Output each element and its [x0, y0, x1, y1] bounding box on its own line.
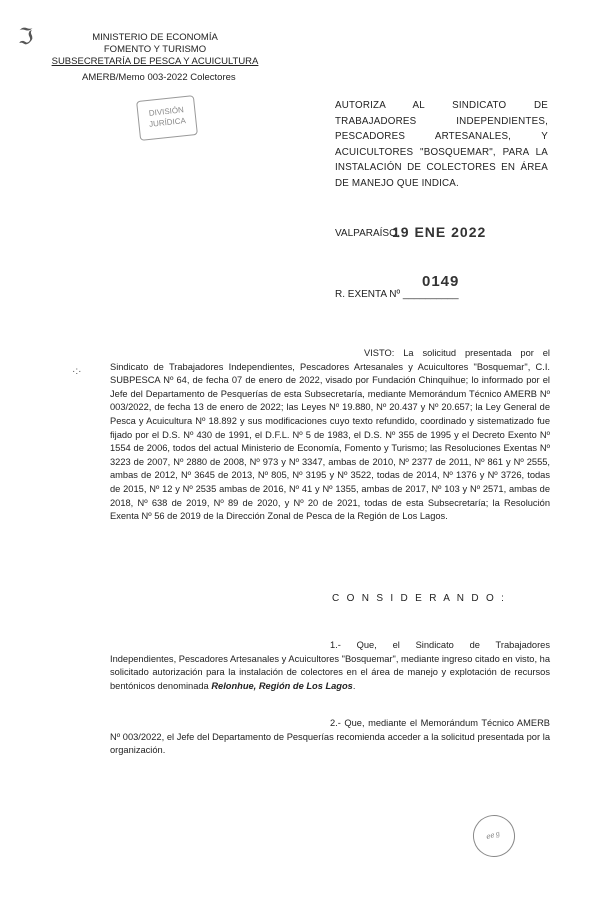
considerando-1-text: 1.- Que, el Sindicato de Trabajadores Independientes, Pescadores Artesanales y Acuicultores "Bosquemar", mediante ingreso citado en visto, ha solicitado autorización para la instalación de colectores en el área de manejo y explotación de recursos bentónicos denominada [110, 640, 550, 691]
date-stamp: 19 ENE 2022 [392, 224, 487, 240]
seal-stamp: ℯℯℊ [468, 810, 519, 861]
memo-reference: AMERB/Memo 003-2022 Colectores [82, 72, 236, 83]
resolution-number: 0149 [422, 273, 460, 290]
considerando-heading: C O N S I D E R A N D O : [332, 593, 507, 604]
institution-header [40, 32, 270, 68]
margin-mark: ·:· [72, 366, 82, 377]
stamp-line-2: JURÍDICA [148, 116, 187, 129]
place-label: VALPARAÍSO, [335, 228, 400, 239]
handwritten-mark: ℑ [18, 24, 34, 49]
ministry-name: MINISTERIO DE ECONOMÍA [92, 32, 218, 43]
resolution-label: R. EXENTA Nº __________ [335, 289, 459, 300]
considerando-1-end: . [352, 680, 356, 691]
considerando-1 [110, 639, 550, 693]
visto-paragraph: VISTO: La solicitud presentada por el Sindicato de Trabajadores Independientes, Pescadores Artesanales y Acuicultores "Bosquemar", C.I. SUBPESCA Nº 64, de fecha 07 de enero de 2022, visado por Fundación Chinquihue; lo informado por el Jefe del Departamento de Pesquerías de esta Subsecretaría, mediante Memorándum Técnico AMERB Nº 003/2022, de fecha 13 de enero de 2022; las Leyes Nº 19.880, Nº 20.437 y Nº 20.657; la Ley General de Pesca y Acuicultura Nº 18.892 y sus modificaciones cuyo texto refundido, coordinado y sistematizado fue fijado por el D.S. Nº 430 de 1991, el D.F.L. Nº 5 de 1983, el D.S. Nº 355 de 1995 y el Decreto Exento Nº 1554 de 2006, todos del actual Ministerio de Economía, Fomento y Turismo; las Resoluciones Exentas Nº 3223 de 2007, Nº 2880 de 2008, Nº 973 y Nº 3347, ambas de 2010, Nº 2377 de 2011, Nº 861 y Nº 2555, ambas de 2012, Nº 3645 de 2013, Nº 805, Nº 3195 y Nº 3522, todas de 2014, Nº 1376 y Nº 3726, todas de 2015, Nº 12 y Nº 2535 ambas de 2016, Nº 41 y Nº 1355, ambas de 2017, Nº 103 y Nº 2571, ambas de 2018, Nº 638 de 2019, Nº 89 de 2020, y Nº 20 de 2021, todas de esta Subsecretaría; la Resolución Exenta Nº 56 de 2019 de la Dirección Zonal de Pesca de la Región de Los Lagos. [110, 348, 550, 522]
ministry-subtitle: FOMENTO Y TURISMO [103, 44, 207, 55]
area-name: Relonhue, Región de Los Lagos [211, 680, 353, 691]
considerando-2: 2.- Que, mediante el Memorándum Técnico AMERB Nº 003/2022, el Jefe del Departamento de Pesquerías recomienda acceder a la solicitud presentada por la organización. [110, 718, 550, 756]
division-stamp [136, 95, 198, 141]
undersecretariat-name: SUBSECRETARÍA DE PESCA Y ACUICULTURA [51, 56, 259, 67]
resolution-title: AUTORIZA AL SINDICATO DE TRABAJADORES INDEPENDIENTES, PESCADORES ARTESANALES, Y ACUICULTORES "BOSQUEMAR", PARA LA INSTALACIÓN DE COLECTORES EN ÁREA DE MANEJO QUE INDICA. [335, 100, 548, 189]
stamp-line-1: DIVISIÓN [148, 105, 185, 118]
